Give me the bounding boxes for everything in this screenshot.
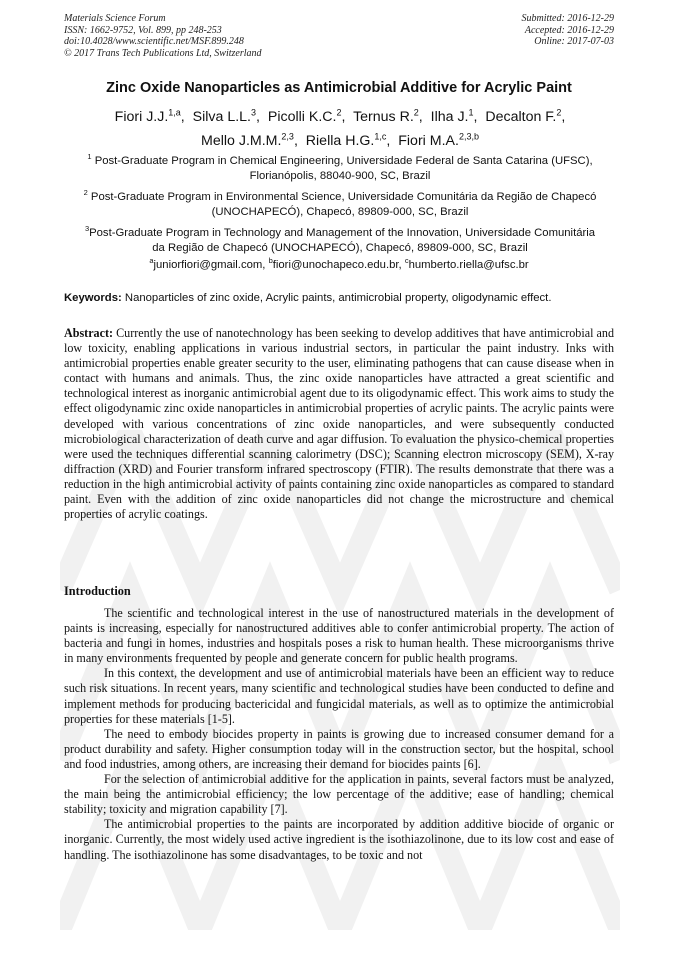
author: Riella H.G.$^{1,c}$, bbox=[305, 131, 391, 150]
journal-name: Materials Science Forum bbox=[64, 13, 166, 24]
email-link[interactable]: fiori@unochapeco.edu.br, bbox=[272, 258, 405, 271]
date-online: Online: 2017-07-03 bbox=[534, 36, 614, 47]
author: Picolli K.C.$^2$, bbox=[267, 107, 346, 125]
paragraph: The scientific and technological interest in the use of nanostructured materials in the development of paints is increasing, especially for nanostructured additives able to confer antimicrobial property. The action of bacteria and fungi in homes, industries and hospitals poses a risk to human health. These microorganisms thrive in many environments frequented by people and generate concern for public health programs. bbox=[64, 606, 614, 666]
email-link[interactable]: humberto.riella@ufsc.br bbox=[408, 258, 529, 271]
affiliation: $^3$Post-Graduate Program in Technology and Management of the Innovation, Universidade Comunitária da Região de Chapecó (UNOCHAPECÓ), Chapecó, 89809-000, SC, Brazil bbox=[84, 224, 596, 255]
paragraph: The antimicrobial properties to the paints are incorporated by addition additive biocide of organic or inorganic. Currently, the most widely used active ingredient is the isothiazolinone, due to its low cost and ease of handling. The isothiazolinone has some disadvantages, to be toxic and not bbox=[64, 817, 614, 862]
journal-info bbox=[64, 13, 262, 59]
author: Fiori M.A.$^{2,3,b}$ bbox=[398, 131, 479, 150]
keywords bbox=[64, 292, 624, 304]
date-accepted: Accepted: 2016-12-29 bbox=[524, 24, 614, 36]
affiliation: $^2$ Post-Graduate Program in Environmental Science, Universidade Comunitária da Região de Chapecó (UNOCHAPECÓ), Chapecó, 89809-000, SC, Brazil bbox=[83, 188, 597, 219]
journal-copyright: © 2017 Trans Tech Publications Ltd, Switzerland bbox=[64, 47, 262, 59]
keywords-text: Nanoparticles of zinc oxide, Acrylic paints, antimicrobial property, oligodynamic effect. bbox=[121, 292, 552, 304]
introduction-body bbox=[64, 606, 614, 863]
author: Ternus R.$^2$, bbox=[353, 107, 423, 125]
author: Silva L.L.$^3$, bbox=[192, 107, 260, 125]
date-submitted: Submitted: 2016-12-29 bbox=[521, 13, 614, 24]
journal-doi[interactable]: doi:10.4028/www.scientific.net/MSF.899.248 bbox=[64, 36, 244, 47]
author: Decalton F.$^2$, bbox=[485, 107, 566, 125]
author: Mello J.M.M.$^{2,3}$, bbox=[201, 131, 298, 150]
affiliation: $^1$ Post-Graduate Program in Chemical Engineering, Universidade Federal de Santa Catarina (UFSC), Florianópolis, 88040-900, SC, Brazil bbox=[87, 152, 593, 183]
paper-title: Zinc Oxide Nanoparticles as Antimicrobial Additive for Acrylic Paint bbox=[106, 80, 572, 96]
keywords-label: Keywords: bbox=[64, 292, 122, 304]
journal-issn: ISSN: 1662-9752, Vol. 899, pp 248-253 bbox=[64, 24, 222, 36]
author-list bbox=[70, 102, 610, 151]
publication-dates bbox=[522, 13, 615, 48]
paragraph: The need to embody biocides property in paints is growing due to increased consumer demand for a product durability and safety. Higher consumption today will in the construction sector, but the hospital, school and food industries, among others, are increasing their demand for biocides paints [6]. bbox=[64, 726, 614, 771]
author: Ilha J.$^1$, bbox=[430, 107, 478, 125]
abstract-label: Abstract: bbox=[64, 326, 114, 340]
author-emails: $^a$juniorfiori@gmail.com, $^b$fiori@unochapeco.edu.br, $^c$humberto.riella@ufsc.br bbox=[149, 256, 529, 271]
email-link[interactable]: juniorfiori@gmail.com, bbox=[153, 258, 269, 271]
author: Fiori J.J.$^{1,a}$, bbox=[114, 107, 185, 125]
abstract-text: Currently the use of nanotechnology has been seeking to develop additives that have antimicrobial and low toxicity, enabling applications in various industrial sectors, in particular the paint industry. Inks with antimicrobial properties enable greater security to the user, eliminating pathogens that can cause disease when in contact with humans and animals. Thus, the zinc oxide nanoparticles have attracted a great scientific and technological interest as inorganic antimicrobial agent due to its oligodynamic effect. This work aims to study the effect oligodynamic zinc oxide nanoparticles in antimicrobial properties of acrylic paints. The acrylic paints were developed with various concentrations of zinc oxide nanoparticles, and were subsequently conducted microbiological characterization of death curve and agar diffusion. To evaluation the physico-chemical properties were used the techniques differential scanning calorimetry (DSC); Scanning electron microscopy (SEM), X-ray diffraction (XRD) and Fourier transform infrared spectroscopy (FTIR). The results demonstrate that there was a reduction in the high antimicrobial activity of paints containing zinc oxide nanoparticles as compared to standard paint. Even with the addition of zinc oxide nanoparticles did not change the microstructure and chemical properties of acrylic coatings. bbox=[64, 326, 614, 522]
abstract bbox=[64, 326, 614, 522]
section-heading-introduction: Introduction bbox=[64, 584, 131, 598]
paragraph: In this context, the development and use of antimicrobial materials have been an efficient way to reduce such risk situations. In recent years, many scientific and technological studies have been conducted to define and implement methods for producing bactericidal and fungicidal materials, as well as to optimize the antimicrobial properties for these materials [1-5]. bbox=[64, 666, 614, 726]
paragraph: For the selection of antimicrobial additive for the application in paints, several factors must be analyzed, the main being the antimicrobial efficiency; the low percentage of the additive; ease of handling; chemical stability; toxicity and migration capability [7]. bbox=[64, 772, 614, 817]
